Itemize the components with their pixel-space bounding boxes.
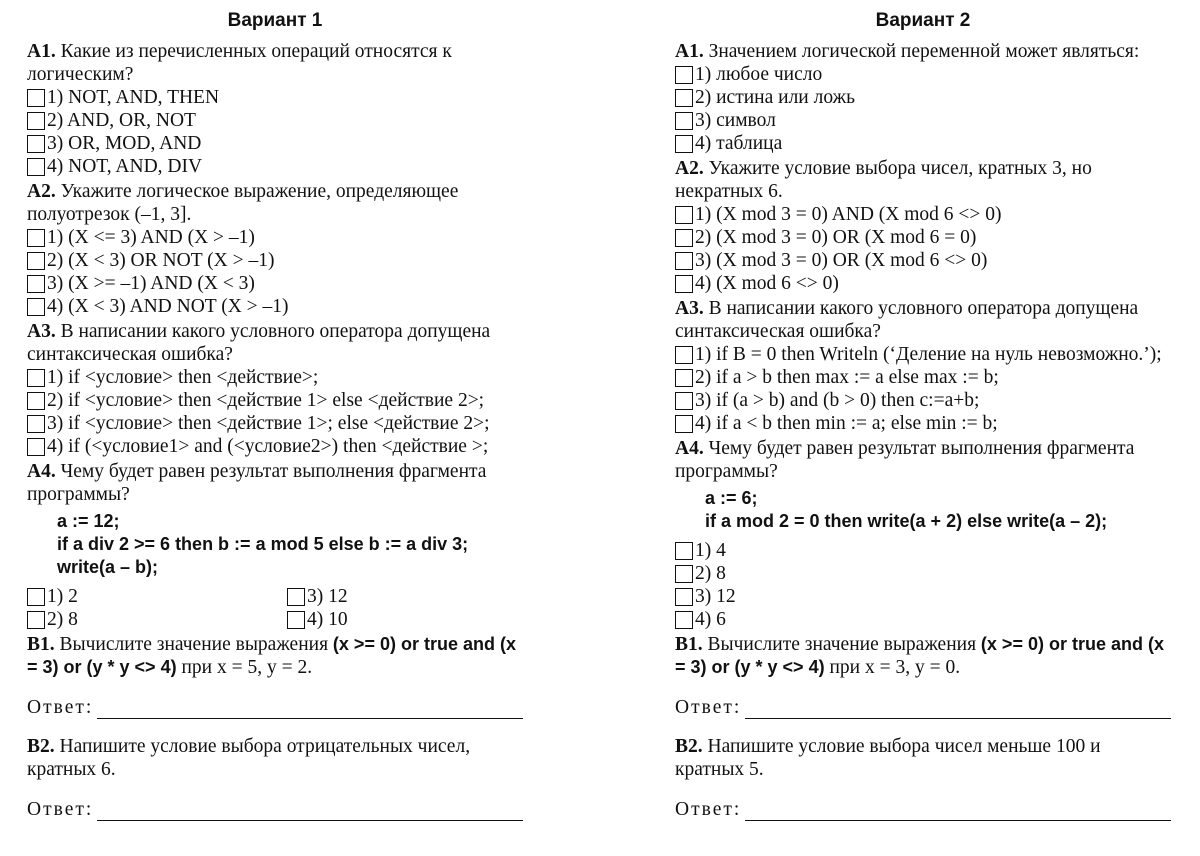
checkbox[interactable] [675,346,693,364]
answer-option[interactable] [675,608,1171,631]
question-text: Укажите логическое выражение, определяющее полуотрезок (–1, 3]. [27,181,459,225]
option-label: 3) 12 [695,586,736,607]
answer-line[interactable] [745,698,1171,719]
checkbox[interactable] [675,392,693,410]
checkbox[interactable] [287,611,305,629]
checkbox[interactable] [675,89,693,107]
question-text: при x = 5, y = 2. [176,657,313,678]
answer-option[interactable] [675,86,1171,109]
code-line: write(a – b); [57,557,159,577]
question-a3 [675,297,1171,343]
option-label: 1) 4 [695,540,726,561]
answer-option[interactable] [675,272,1171,295]
options-grid [27,585,523,631]
answer-option[interactable] [675,132,1171,155]
option-label: 1) (X <= 3) AND (X > –1) [47,227,255,248]
question-text: Напишите условие выбора отрицательных чисел, кратных 6. [27,736,471,780]
answer-option[interactable] [27,295,523,318]
checkbox[interactable] [675,369,693,387]
question-text: Чему будет равен результат выполнения фрагмента программы? [675,438,1135,482]
option-label: 3) OR, MOD, AND [47,133,202,154]
answer-option[interactable] [27,109,523,132]
question-a4 [675,437,1171,483]
option-label: 2) 8 [47,609,78,630]
checkbox[interactable] [27,158,45,176]
option-label: 2) AND, OR, NOT [47,110,196,131]
question-b1 [27,633,523,679]
checkbox[interactable] [675,135,693,153]
answer-option[interactable] [675,226,1171,249]
option-label: 3) if (a > b) and (b > 0) then c:=a+b; [695,390,980,411]
answer-option[interactable] [27,389,523,412]
variant-1-column [27,0,523,837]
checkbox[interactable] [675,229,693,247]
checkbox[interactable] [27,135,45,153]
question-number: A4. [27,461,56,482]
question-a2 [675,157,1171,203]
code-line: if a div 2 >= 6 then b := a mod 5 else b := a div 3; [57,534,469,554]
answer-option[interactable] [675,203,1171,226]
answer-field[interactable] [27,693,523,719]
checkbox[interactable] [27,438,45,456]
checkbox[interactable] [27,112,45,130]
option-label: 4) (X mod 6 <> 0) [695,273,839,294]
question-text: В написании какого условного оператора допущена синтаксическая ошибка? [675,298,1139,342]
expression: (x >= 0) or true and (x = 3) or (y * y <> 4) [675,634,1164,677]
question-text: В написании какого условного оператора допущена синтаксическая ошибка? [27,321,491,365]
checkbox[interactable] [675,415,693,433]
question-a1 [675,40,1171,63]
option-label: 4) 6 [695,609,726,630]
checkbox[interactable] [27,588,45,606]
question-text: Напишите условие выбора чисел меньше 100 и кратных 5. [675,736,1101,780]
option-label: 2) if <условие> then <действие 1> else <действие 2>; [47,390,485,411]
option-label: 2) 8 [695,563,726,584]
answer-option[interactable] [675,63,1171,86]
question-a4 [27,460,523,506]
answer-option[interactable] [27,366,523,389]
option-label: 1) if B = 0 then Writeln (‘Деление на нуль невозможно.’); [695,344,1162,365]
answer-option[interactable] [27,86,523,109]
option-label: 1) (X mod 3 = 0) AND (X mod 6 <> 0) [695,204,1002,225]
option-label: 1) NOT, AND, THEN [47,87,220,108]
option-label: 4) (X < 3) AND NOT (X > –1) [47,296,289,317]
answer-option[interactable] [27,412,523,435]
question-text: Вычислите значение выражения [59,634,333,655]
option-label: 4) таблица [695,133,783,154]
option-label: 3) (X >= –1) AND (X < 3) [47,273,255,294]
answer-line[interactable] [745,800,1171,821]
checkbox[interactable] [675,542,693,560]
answer-field[interactable] [675,693,1171,719]
answer-option[interactable] [675,412,1171,435]
checkbox[interactable] [675,588,693,606]
question-text: при x = 3, y = 0. [824,657,961,678]
answer-option[interactable] [675,343,1171,366]
answer-option[interactable] [27,272,523,295]
checkbox[interactable] [27,298,45,316]
variant-2-column [675,0,1171,837]
question-number: A2. [675,158,704,179]
checkbox[interactable] [675,112,693,130]
answer-line[interactable] [97,698,523,719]
question-b2 [27,735,523,781]
checkbox[interactable] [27,392,45,410]
code-fragment [27,510,523,579]
code-line: if a mod 2 = 0 then write(a + 2) else write(a – 2); [705,511,1108,531]
checkbox[interactable] [675,66,693,84]
question-text: Укажите условие выбора чисел, кратных 3, но некратных 6. [675,158,1092,202]
checkbox[interactable] [675,206,693,224]
question-a1 [27,40,523,86]
question-text: Чему будет равен результат выполнения фрагмента программы? [27,461,487,505]
variant-1-title: Вариант 1 [227,10,323,31]
checkbox[interactable] [675,275,693,293]
checkbox[interactable] [675,565,693,583]
question-text: Значением логической переменной может являться: [708,41,1140,62]
checkbox[interactable] [27,611,45,629]
answer-option[interactable] [287,608,523,631]
question-number: B1. [675,634,703,655]
question-b1 [675,633,1171,679]
option-label: 3) if <условие> then <действие 1>; else <действие 2>; [47,413,490,434]
answer-option[interactable] [27,249,523,272]
option-label: 4) NOT, AND, DIV [47,156,203,177]
answer-option[interactable] [27,132,523,155]
question-number: A3. [675,298,704,319]
option-label: 1) 2 [47,586,78,607]
answer-line[interactable] [97,800,523,821]
checkbox[interactable] [287,588,305,606]
answer-option[interactable] [27,226,523,249]
code-line: a := 6; [705,488,758,508]
question-number: A1. [27,41,56,62]
question-number: B2. [27,736,55,757]
answer-option[interactable] [675,249,1171,272]
answer-option[interactable] [27,155,523,178]
answer-option[interactable] [27,585,287,608]
expression: (x >= 0) or true and (x = 3) or (y * y <> 4) [27,634,516,677]
question-number: B2. [675,736,703,757]
checkbox[interactable] [27,415,45,433]
question-a2 [27,180,523,226]
answer-option[interactable] [675,539,1171,562]
option-label: 4) 10 [307,609,348,630]
answer-option[interactable] [675,562,1171,585]
checkbox[interactable] [27,89,45,107]
checkbox[interactable] [27,369,45,387]
option-label: 1) if <условие> then <действие>; [47,367,319,388]
question-number: A4. [675,438,704,459]
answer-option[interactable] [287,585,523,608]
question-number: A2. [27,181,56,202]
checkbox[interactable] [675,252,693,270]
option-label: 2) истина или ложь [695,87,855,108]
answer-label: Ответ: [27,799,94,820]
question-text: Вычислите значение выражения [707,634,981,655]
code-fragment [675,487,1171,533]
answer-field[interactable] [27,795,523,821]
checkbox[interactable] [27,252,45,270]
option-label: 2) if a > b then max := a else max := b; [695,367,999,388]
option-label: 3) символ [695,110,776,131]
answer-field[interactable] [675,795,1171,821]
answer-label: Ответ: [675,799,742,820]
question-b2 [675,735,1171,781]
question-text: Какие из перечисленных операций относятся к логическим? [27,41,452,85]
option-label: 3) (X mod 3 = 0) OR (X mod 6 <> 0) [695,250,988,271]
answer-option[interactable] [675,389,1171,412]
question-number: A1. [675,41,704,62]
variant-2-title: Вариант 2 [875,10,971,31]
option-label: 1) любое число [695,64,823,85]
option-label: 2) (X mod 3 = 0) OR (X mod 6 = 0) [695,227,977,248]
option-label: 4) if (<условие1> and (<условие2>) then <действие >; [47,436,489,457]
code-line: a := 12; [57,511,120,531]
answer-option[interactable] [675,109,1171,132]
answer-option[interactable] [27,435,523,458]
checkbox[interactable] [27,229,45,247]
question-number: A3. [27,321,56,342]
question-number: B1. [27,634,55,655]
checkbox[interactable] [27,275,45,293]
answer-option[interactable] [27,608,287,631]
option-label: 4) if a < b then min := a; else min := b; [695,413,998,434]
answer-option[interactable] [675,585,1171,608]
checkbox[interactable] [675,611,693,629]
question-a3 [27,320,523,366]
option-label: 3) 12 [307,586,348,607]
answer-label: Ответ: [27,697,94,718]
answer-label: Ответ: [675,697,742,718]
option-label: 2) (X < 3) OR NOT (X > –1) [47,250,275,271]
answer-option[interactable] [675,366,1171,389]
